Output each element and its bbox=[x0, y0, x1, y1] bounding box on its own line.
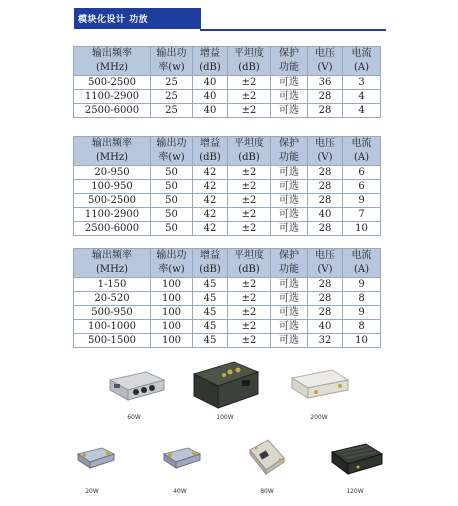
table-cell: 100 bbox=[151, 334, 193, 348]
column-header-line: 率(w) bbox=[158, 264, 185, 275]
column-header bbox=[343, 47, 381, 76]
table-cell: 25 bbox=[151, 76, 193, 90]
column-header-line: (V) bbox=[317, 264, 333, 275]
table-cell: 40 bbox=[193, 90, 228, 104]
column-header-line: (dB) bbox=[199, 152, 221, 163]
column-header-line: 电压 bbox=[315, 48, 335, 59]
column-header-line: 功能 bbox=[279, 152, 299, 163]
table-cell: 40 bbox=[193, 104, 228, 118]
amplifier-module-200w-image bbox=[288, 366, 350, 402]
table-cell: 8 bbox=[343, 292, 381, 306]
table-cell: 9 bbox=[343, 278, 381, 292]
column-header bbox=[271, 249, 308, 278]
table-cell: 50 bbox=[151, 222, 193, 236]
table-cell: ±2 bbox=[228, 222, 271, 236]
table-cell: 8 bbox=[343, 320, 381, 334]
table-cell: 42 bbox=[193, 222, 228, 236]
table-cell: 42 bbox=[193, 166, 228, 180]
column-header-line: 平坦度 bbox=[234, 138, 264, 149]
table-row bbox=[74, 292, 381, 306]
table-cell: 可选 bbox=[271, 292, 308, 306]
table-cell: 1100-2900 bbox=[74, 90, 151, 104]
column-header-line: (dB) bbox=[238, 264, 260, 275]
column-header bbox=[74, 137, 151, 166]
table-cell: ±2 bbox=[228, 320, 271, 334]
column-header-line: (dB) bbox=[238, 152, 260, 163]
table-row bbox=[74, 278, 381, 292]
column-header-line: 增益 bbox=[200, 48, 220, 59]
column-header bbox=[151, 249, 193, 278]
column-header bbox=[308, 47, 343, 76]
column-header bbox=[228, 249, 271, 278]
table-cell: ±2 bbox=[228, 292, 271, 306]
table-cell: 4 bbox=[343, 90, 381, 104]
table-cell: 可选 bbox=[271, 278, 308, 292]
table-cell: 可选 bbox=[271, 320, 308, 334]
table-cell: 45 bbox=[193, 278, 228, 292]
table-cell: 50 bbox=[151, 208, 193, 222]
column-header-line: 输出功 bbox=[156, 48, 187, 59]
table-cell: 2500-6000 bbox=[74, 222, 151, 236]
column-header-line: 输出频率 bbox=[92, 250, 132, 261]
amplifier-module-120w-image bbox=[328, 440, 384, 476]
column-header-line: (V) bbox=[317, 152, 333, 163]
table-cell: 可选 bbox=[271, 222, 308, 236]
table-row bbox=[74, 334, 381, 348]
table-cell: 20-520 bbox=[74, 292, 151, 306]
table-row bbox=[74, 166, 381, 180]
column-header-line: (dB) bbox=[199, 62, 221, 73]
column-header-line: 输出功 bbox=[156, 250, 187, 261]
column-header bbox=[228, 137, 271, 166]
table-cell: 9 bbox=[343, 194, 381, 208]
column-header-line: 保护 bbox=[279, 250, 299, 261]
table-cell: ±2 bbox=[228, 208, 271, 222]
column-header bbox=[193, 47, 228, 76]
table-cell: 42 bbox=[193, 208, 228, 222]
table-cell: 10 bbox=[343, 222, 381, 236]
amplifier-module-60w-image bbox=[106, 366, 166, 402]
column-header-line: (dB) bbox=[199, 264, 221, 275]
column-header bbox=[343, 137, 381, 166]
table-cell: ±2 bbox=[228, 194, 271, 208]
column-header-line: 率(w) bbox=[158, 152, 185, 163]
column-header bbox=[228, 47, 271, 76]
table-cell: 100 bbox=[151, 320, 193, 334]
column-header bbox=[308, 137, 343, 166]
table-row bbox=[74, 90, 381, 104]
column-header-line: 功能 bbox=[279, 62, 299, 73]
table-cell: 100-950 bbox=[74, 180, 151, 194]
table-cell: 100 bbox=[151, 306, 193, 320]
table-cell: 40 bbox=[308, 208, 343, 222]
table-cell: 28 bbox=[308, 90, 343, 104]
table-cell: 4 bbox=[343, 104, 381, 118]
table-cell: 500-1500 bbox=[74, 334, 151, 348]
table-cell: 42 bbox=[193, 194, 228, 208]
table-cell: ±2 bbox=[228, 334, 271, 348]
column-header bbox=[74, 47, 151, 76]
table-cell: 可选 bbox=[271, 166, 308, 180]
table-cell: 28 bbox=[308, 222, 343, 236]
column-header bbox=[151, 137, 193, 166]
product-caption: 20W bbox=[85, 488, 99, 495]
table-cell: 可选 bbox=[271, 104, 308, 118]
table-cell: 28 bbox=[308, 104, 343, 118]
amplifier-module-20w-image bbox=[74, 444, 118, 472]
table-cell: 500-950 bbox=[74, 306, 151, 320]
spec-table-50w bbox=[73, 136, 381, 236]
table-cell: 28 bbox=[308, 194, 343, 208]
table-cell: 50 bbox=[151, 194, 193, 208]
column-header-line: (V) bbox=[317, 62, 333, 73]
column-header-line: 输出频率 bbox=[92, 48, 132, 59]
table-cell: 45 bbox=[193, 334, 228, 348]
table-cell: 6 bbox=[343, 180, 381, 194]
column-header-line: 输出频率 bbox=[92, 138, 132, 149]
table-cell: 42 bbox=[193, 180, 228, 194]
column-header bbox=[271, 47, 308, 76]
column-header bbox=[193, 249, 228, 278]
table-header-row bbox=[74, 137, 381, 166]
column-header-line: (MHz) bbox=[95, 62, 129, 73]
table-cell: ±2 bbox=[228, 90, 271, 104]
table-cell: 50 bbox=[151, 166, 193, 180]
product-caption: 100W bbox=[216, 414, 234, 421]
table-cell: 100 bbox=[151, 278, 193, 292]
column-header-line: 率(w) bbox=[158, 62, 185, 73]
product-caption: 200W bbox=[310, 414, 328, 421]
column-header-line: 电流 bbox=[351, 48, 372, 59]
product-caption: 80W bbox=[260, 488, 274, 495]
table-cell: 40 bbox=[308, 320, 343, 334]
table-cell: 40 bbox=[193, 76, 228, 90]
table-cell: 45 bbox=[193, 292, 228, 306]
product-caption: 120W bbox=[346, 488, 364, 495]
column-header-line: 平坦度 bbox=[234, 48, 264, 59]
column-header bbox=[74, 249, 151, 278]
table-cell: 10 bbox=[343, 334, 381, 348]
column-header-line: 平坦度 bbox=[234, 250, 264, 261]
table-cell: 可选 bbox=[271, 180, 308, 194]
table-cell: 500-2500 bbox=[74, 194, 151, 208]
table-cell: 可选 bbox=[271, 194, 308, 208]
column-header bbox=[308, 249, 343, 278]
column-header-line: 保护 bbox=[279, 48, 299, 59]
table-cell: 可选 bbox=[271, 334, 308, 348]
table-cell: 28 bbox=[308, 306, 343, 320]
amplifier-module-100w-image bbox=[190, 356, 260, 412]
table-cell: 50 bbox=[151, 180, 193, 194]
table-header-row bbox=[74, 249, 381, 278]
column-header-line: (A) bbox=[353, 264, 370, 275]
column-header-line: 输出功 bbox=[156, 138, 187, 149]
table-cell: 25 bbox=[151, 104, 193, 118]
column-header-line: 增益 bbox=[200, 250, 220, 261]
table-row bbox=[74, 320, 381, 334]
table-cell: 7 bbox=[343, 208, 381, 222]
table-header-row bbox=[74, 47, 381, 76]
amplifier-module-80w-image bbox=[244, 436, 288, 478]
table-cell: 可选 bbox=[271, 306, 308, 320]
table-cell: 45 bbox=[193, 320, 228, 334]
table-cell: ±2 bbox=[228, 76, 271, 90]
table-cell: 可选 bbox=[271, 90, 308, 104]
table-cell: 1-150 bbox=[74, 278, 151, 292]
column-header-line: 电流 bbox=[351, 138, 372, 149]
table-cell: ±2 bbox=[228, 306, 271, 320]
table-cell: 100-1000 bbox=[74, 320, 151, 334]
column-header-line: 增益 bbox=[200, 138, 220, 149]
table-row bbox=[74, 222, 381, 236]
table-row bbox=[74, 180, 381, 194]
table-cell: 28 bbox=[308, 292, 343, 306]
column-header-line: (A) bbox=[353, 152, 370, 163]
column-header-line: 保护 bbox=[279, 138, 299, 149]
table-cell: 500-2500 bbox=[74, 76, 151, 90]
table-row bbox=[74, 76, 381, 90]
table-cell: 28 bbox=[308, 166, 343, 180]
table-cell: 45 bbox=[193, 306, 228, 320]
table-cell: 32 bbox=[308, 334, 343, 348]
column-header-line: 电压 bbox=[315, 138, 335, 149]
table-cell: 3 bbox=[343, 76, 381, 90]
table-cell: ±2 bbox=[228, 180, 271, 194]
header-underline bbox=[200, 29, 386, 31]
column-header bbox=[193, 137, 228, 166]
product-caption: 40W bbox=[173, 488, 187, 495]
column-header bbox=[271, 137, 308, 166]
table-cell: 2500-6000 bbox=[74, 104, 151, 118]
column-header-line: (MHz) bbox=[95, 152, 129, 163]
table-cell: 28 bbox=[308, 278, 343, 292]
table-cell: 可选 bbox=[271, 76, 308, 90]
column-header-line: (A) bbox=[353, 62, 370, 73]
page-title: 模块化设计 功放 bbox=[78, 15, 149, 25]
spec-table-25w bbox=[73, 46, 381, 118]
table-row bbox=[74, 306, 381, 320]
column-header bbox=[151, 47, 193, 76]
table-cell: 可选 bbox=[271, 208, 308, 222]
column-header-line: 电流 bbox=[351, 250, 372, 261]
column-header bbox=[343, 249, 381, 278]
table-cell: 6 bbox=[343, 166, 381, 180]
column-header-line: (MHz) bbox=[95, 264, 129, 275]
table-row bbox=[74, 194, 381, 208]
column-header-line: 电压 bbox=[315, 250, 335, 261]
table-row bbox=[74, 208, 381, 222]
table-cell: 1100-2900 bbox=[74, 208, 151, 222]
product-caption: 60W bbox=[127, 414, 141, 421]
table-cell: 36 bbox=[308, 76, 343, 90]
table-cell: ±2 bbox=[228, 104, 271, 118]
table-cell: ±2 bbox=[228, 166, 271, 180]
column-header-line: 功能 bbox=[279, 264, 299, 275]
spec-table-100w bbox=[73, 248, 381, 348]
table-cell: 28 bbox=[308, 180, 343, 194]
table-cell: ±2 bbox=[228, 278, 271, 292]
table-cell: 25 bbox=[151, 90, 193, 104]
amplifier-module-40w-image bbox=[160, 444, 204, 472]
table-cell: 9 bbox=[343, 306, 381, 320]
table-cell: 20-950 bbox=[74, 166, 151, 180]
table-cell: 100 bbox=[151, 292, 193, 306]
column-header-line: (dB) bbox=[238, 62, 260, 73]
table-row bbox=[74, 104, 381, 118]
